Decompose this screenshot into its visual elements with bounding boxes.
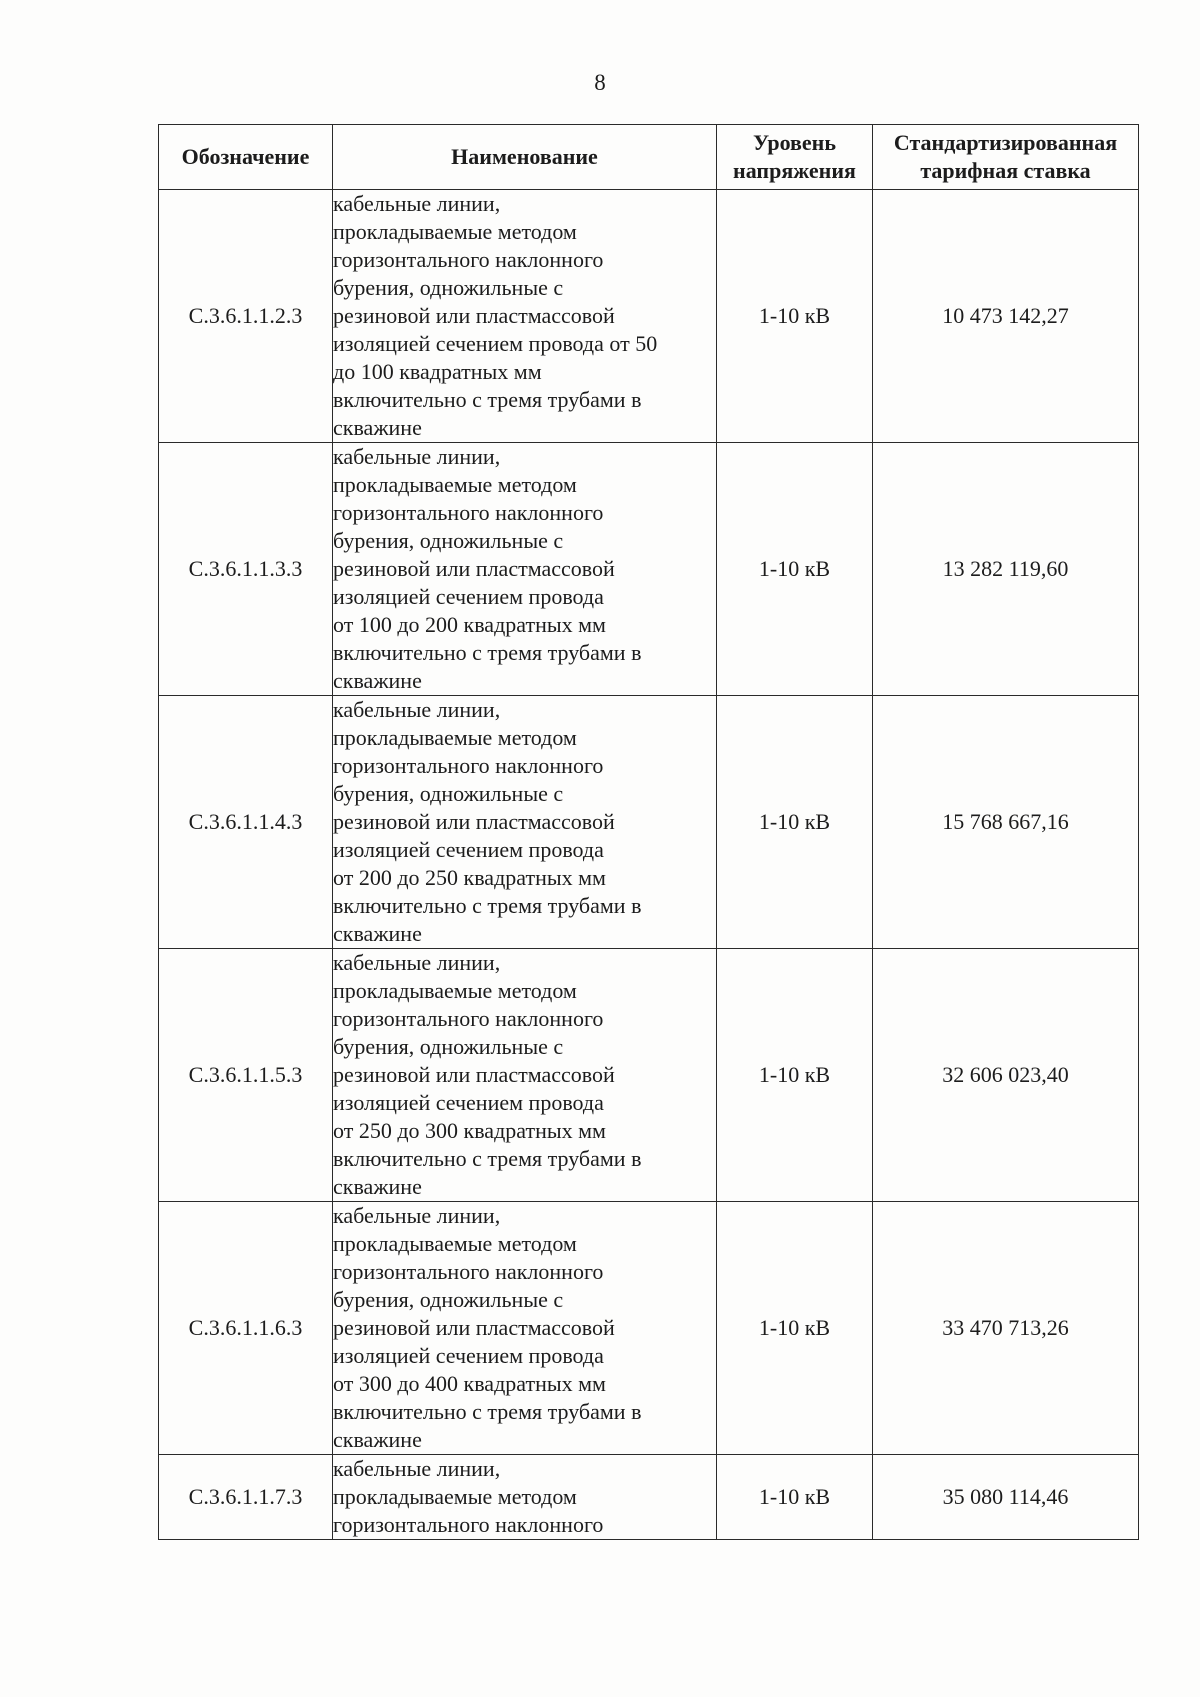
row-name-line: скважине <box>333 921 422 946</box>
row-rate: 10 473 142,27 <box>873 190 1139 443</box>
row-name-line: кабельные линии, <box>333 1203 501 1228</box>
row-name-line: прокладываемые методом <box>333 1484 577 1509</box>
row-code: С.3.6.1.1.7.3 <box>159 1455 333 1540</box>
row-rate: 15 768 667,16 <box>873 696 1139 949</box>
row-name-line: горизонтального наклонного <box>333 247 604 272</box>
header-rate <box>873 125 1139 190</box>
row-name <box>333 443 717 696</box>
tariff-table <box>158 124 1139 1540</box>
row-name-line: включительно с тремя трубами в <box>333 1146 642 1171</box>
row-name-line: включительно с тремя трубами в <box>333 893 642 918</box>
row-name-line: включительно с тремя трубами в <box>333 640 642 665</box>
row-rate: 33 470 713,26 <box>873 1202 1139 1455</box>
row-voltage: 1-10 кВ <box>717 1202 873 1455</box>
row-name-line: прокладываемые методом <box>333 219 577 244</box>
row-name <box>333 1202 717 1455</box>
row-name-line: включительно с тремя трубами в <box>333 1399 642 1424</box>
row-name-line: скважине <box>333 668 422 693</box>
table-row <box>159 443 1139 696</box>
row-name <box>333 190 717 443</box>
row-voltage: 1-10 кВ <box>717 696 873 949</box>
row-name <box>333 949 717 1202</box>
header-voltage-line2: напряжения <box>733 158 856 183</box>
row-code: С.3.6.1.1.4.3 <box>159 696 333 949</box>
row-name-line: бурения, одножильные с <box>333 1034 564 1059</box>
row-name-line: изоляцией сечением провода от 50 <box>333 331 658 356</box>
row-name-line: горизонтального наклонного <box>333 1512 604 1537</box>
row-name-line: бурения, одножильные с <box>333 1287 564 1312</box>
row-name-line: резиновой или пластмассовой <box>333 303 615 328</box>
row-code: С.3.6.1.1.5.3 <box>159 949 333 1202</box>
header-voltage-line1: Уровень <box>753 130 836 155</box>
row-name-line: скважине <box>333 1174 422 1199</box>
row-name-line: прокладываемые методом <box>333 978 577 1003</box>
row-name-line: до 100 квадратных мм <box>333 359 542 384</box>
table-row <box>159 1202 1139 1455</box>
row-name-line: бурения, одножильные с <box>333 528 564 553</box>
header-code: Обозначение <box>159 125 333 190</box>
row-rate: 35 080 114,46 <box>873 1455 1139 1540</box>
row-voltage: 1-10 кВ <box>717 190 873 443</box>
row-name-line: резиновой или пластмассовой <box>333 1315 615 1340</box>
row-name-line: кабельные линии, <box>333 1456 501 1481</box>
table-row <box>159 949 1139 1202</box>
row-name-line: от 300 до 400 квадратных мм <box>333 1371 606 1396</box>
row-name-line: от 250 до 300 квадратных мм <box>333 1118 606 1143</box>
row-code: С.3.6.1.1.3.3 <box>159 443 333 696</box>
row-name <box>333 696 717 949</box>
row-name-line: резиновой или пластмассовой <box>333 1062 615 1087</box>
row-code: С.3.6.1.1.6.3 <box>159 1202 333 1455</box>
table-row <box>159 696 1139 949</box>
row-name-line: скважине <box>333 415 422 440</box>
row-voltage: 1-10 кВ <box>717 443 873 696</box>
row-name-line: изоляцией сечением провода <box>333 1090 604 1115</box>
row-name-line: резиновой или пластмассовой <box>333 556 615 581</box>
row-name-line: бурения, одножильные с <box>333 275 564 300</box>
row-voltage: 1-10 кВ <box>717 949 873 1202</box>
row-name-line: кабельные линии, <box>333 950 501 975</box>
row-code: С.3.6.1.1.2.3 <box>159 190 333 443</box>
table-row <box>159 190 1139 443</box>
row-name-line: прокладываемые методом <box>333 1231 577 1256</box>
row-rate: 32 606 023,40 <box>873 949 1139 1202</box>
row-name-line: горизонтального наклонного <box>333 1259 604 1284</box>
row-name-line: горизонтального наклонного <box>333 1006 604 1031</box>
row-name-line: горизонтального наклонного <box>333 753 604 778</box>
table-row <box>159 1455 1139 1540</box>
table-header-row <box>159 125 1139 190</box>
row-name-line: от 200 до 250 квадратных мм <box>333 865 606 890</box>
row-name-line: бурения, одножильные с <box>333 781 564 806</box>
row-name-line: от 100 до 200 квадратных мм <box>333 612 606 637</box>
row-name-line: кабельные линии, <box>333 697 501 722</box>
header-rate-line2: тарифная ставка <box>920 158 1091 183</box>
row-voltage: 1-10 кВ <box>717 1455 873 1540</box>
row-name-line: прокладываемые методом <box>333 472 577 497</box>
header-name: Наименование <box>333 125 717 190</box>
row-name-line: изоляцией сечением провода <box>333 584 604 609</box>
header-rate-line1: Стандартизированная <box>893 130 1118 155</box>
row-name-line: изоляцией сечением провода <box>333 837 604 862</box>
row-name-line: горизонтального наклонного <box>333 500 604 525</box>
row-name-line: скважине <box>333 1427 422 1452</box>
row-name-line: кабельные линии, <box>333 191 501 216</box>
row-name <box>333 1455 717 1540</box>
row-name-line: прокладываемые методом <box>333 725 577 750</box>
row-name-line: кабельные линии, <box>333 444 501 469</box>
header-voltage <box>717 125 873 190</box>
row-rate: 13 282 119,60 <box>873 443 1139 696</box>
page-number: 8 <box>594 70 606 95</box>
row-name-line: резиновой или пластмассовой <box>333 809 615 834</box>
row-name-line: изоляцией сечением провода <box>333 1343 604 1368</box>
row-name-line: включительно с тремя трубами в <box>333 387 642 412</box>
